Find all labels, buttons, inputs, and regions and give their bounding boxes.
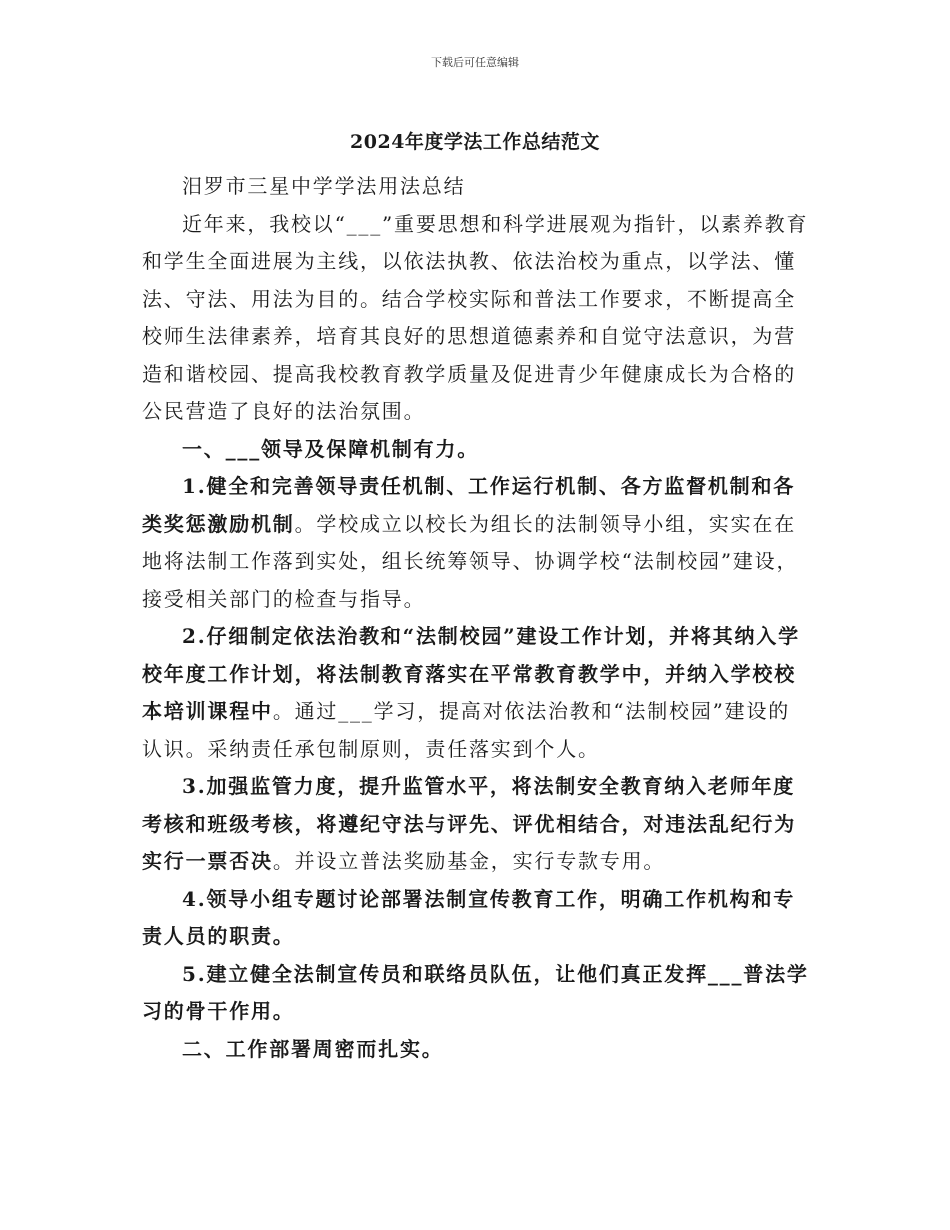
document-body xyxy=(142,168,810,1068)
item-3-bold-text: 3.加强监管力度，提升监管水平，将法制安全教育纳入老师年度考核和班级考核，将遵纪守法与评先、评优相结合，对违法乱纪行为实行一票否决 xyxy=(142,774,796,873)
section-heading-1: 一、___领导及保障机制有力。 xyxy=(182,436,479,461)
item-paragraph-2 xyxy=(142,618,810,768)
document-subtitle: 汨罗市三星中学学法用法总结 xyxy=(182,174,466,198)
section-heading-2: 二、工作部署周密而扎实。 xyxy=(182,1036,444,1061)
item-2-text: 。通过___学习，提高对依法治教和“法制校园”建设的认识。采纳责任承包制原则，责任落实到个人。 xyxy=(142,699,791,761)
item-paragraph-4: 4.领导小组专题讨论部署法制宣传教育工作，明确工作机构和专责人员的职责。 xyxy=(142,886,796,948)
item-2-bold-text: 2.仔细制定依法治教和“法制校园”建设工作计划，并将其纳入学校年度工作计划，将法制教育落实在平常教育教学中，并纳入学校校本培训课程中 xyxy=(142,624,800,723)
item-paragraph-1 xyxy=(142,468,810,618)
item-3-text: 。并设立普法奖励基金，实行专款专用。 xyxy=(272,849,666,873)
item-paragraph-5: 5.建立健全法制宣传员和联络员队伍，让他们真正发挥___普法学习的骨干作用。 xyxy=(142,961,809,1023)
intro-paragraph: 近年来，我校以“___”重要思想和科学进展观为指针，以素养教育和学生全面进展为主线，以依法执教、依法治校为重点，以学法、懂法、守法、用法为目的。结合学校实际和普法工作要求，不断提高全校师生法律素养，培育其良好的思想道德素养和自觉守法意识，为营造和谐校园、提高我校教育教学质量及促进青少年健康成长为合格的公民营造了良好的法治氛围。 xyxy=(142,211,809,423)
item-1-bold-text: 1.健全和完善领导责任机制、工作运行机制、各方监督机制和各类奖惩激励机制 xyxy=(142,474,796,536)
item-1-text: 。学校成立以校长为组长的法制领导小组，实实在在地将法制工作落到实处，组长统筹领导、协调学校“法制校园”建设，接受相关部门的检查与指导。 xyxy=(142,511,799,611)
document-title: 2024年度学法工作总结范文 xyxy=(350,131,600,153)
item-paragraph-3 xyxy=(142,768,810,881)
page-header: 下载后可任意编辑 xyxy=(431,56,519,69)
